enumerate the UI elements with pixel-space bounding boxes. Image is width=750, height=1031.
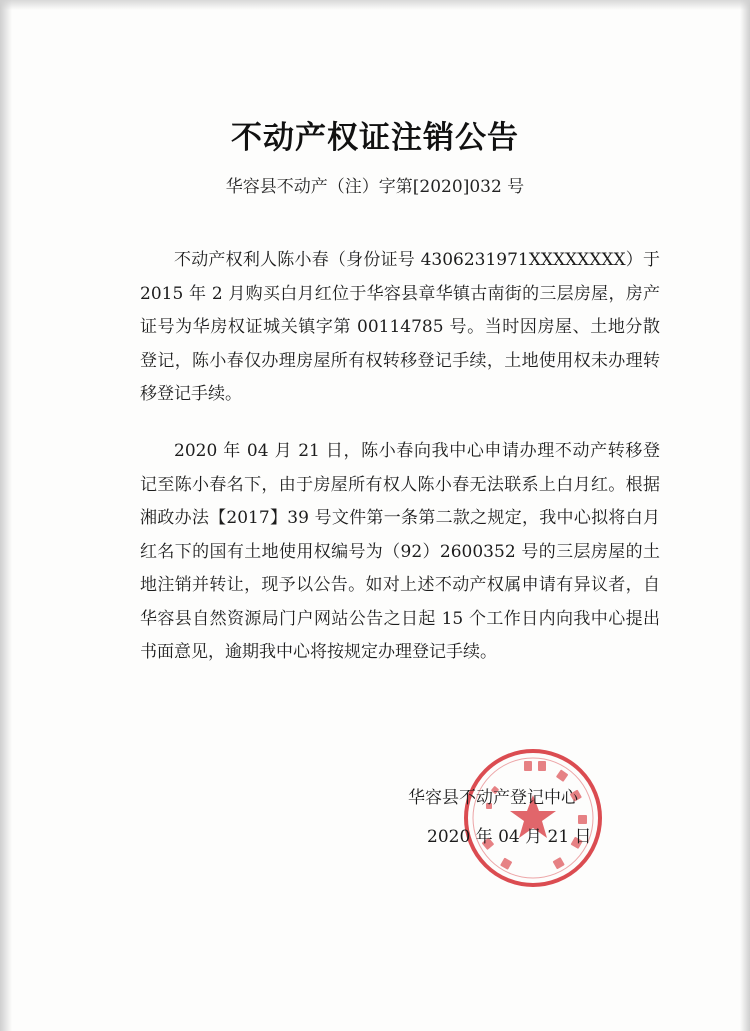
signature-organization: 华容县不动产登记中心 xyxy=(408,788,578,808)
scan-edge-top xyxy=(0,0,750,10)
document-number: 华容县不动产（注）字第[2020]032 号 xyxy=(225,177,525,197)
official-seal-icon xyxy=(462,747,604,889)
paragraph-text: 不动产权利人陈小春（身份证号 4306231971XXXXXXXX）于 2015 年 2 月购买白月红位于华容县章华镇古南街的三层房屋，房产证号为华房权证城关镇字第 00114785 号。当时因房屋、土地分散登记，陈小春仅办理房屋所有权转移登记手续，土地使用权未办理转移登记手续。 xyxy=(140,250,660,404)
document-title: 不动产权证注销公告 xyxy=(231,120,519,156)
body-paragraph-1 xyxy=(140,244,660,412)
body-paragraph-2 xyxy=(140,435,660,670)
paragraph-text: 2020 年 04 月 21 日，陈小春向我中心申请办理不动产转移登记至陈小春名下，由于房屋所有权人陈小春无法联系上白月红。根据湘政办法【2017】39 号文件第一条第二款之规定，我中心拟将白月红名下的国有土地使用权编号为（92）2600352 号的三层房屋的土地注销并转让，现予以公告。如对上述不动产权属申请有异议者，自华容县自然资源局门户网站公告之日起 15 个工作日内向我中心提出书面意见，逾期我中心将按规定办理登记手续。 xyxy=(140,441,660,662)
signature-date: 2020 年 04 月 21 日 xyxy=(427,827,592,847)
